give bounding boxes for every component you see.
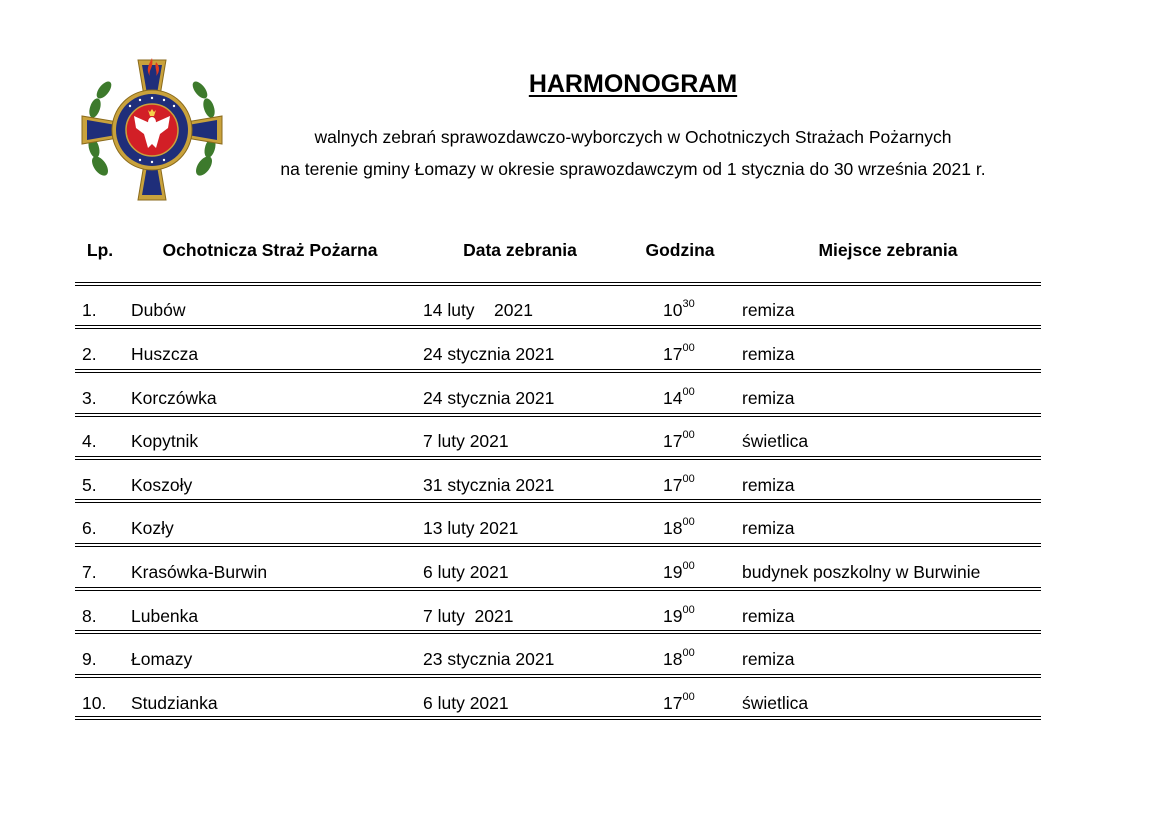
minute-value: 00	[682, 604, 695, 617]
hour-value: 17	[663, 344, 683, 364]
hour-value: 17	[663, 475, 683, 495]
row-hour	[663, 344, 695, 365]
hour-value: 10	[663, 300, 683, 320]
row-osp-name: Korczówka	[131, 388, 217, 408]
row-osp-name: Łomazy	[131, 649, 193, 669]
row-osp-name: Huszcza	[131, 344, 199, 364]
row-place: remiza	[742, 606, 795, 626]
row-hour	[663, 518, 695, 539]
row-hour	[663, 649, 695, 670]
table-row	[0, 649, 1154, 693]
row-place: remiza	[742, 518, 795, 538]
hour-value: 17	[663, 693, 683, 713]
column-header-hour: Godzina	[645, 240, 715, 260]
row-place: remiza	[742, 649, 795, 669]
row-divider	[75, 413, 1041, 417]
hour-value: 18	[663, 518, 683, 538]
row-lp: 1.	[82, 300, 97, 320]
row-hour	[663, 431, 695, 452]
row-divider	[75, 630, 1041, 634]
row-lp: 5.	[82, 475, 97, 495]
row-date: 13 luty 2021	[423, 518, 519, 538]
hour-value: 14	[663, 388, 683, 408]
column-header-lp: Lp.	[86, 240, 114, 260]
row-lp: 10.	[82, 693, 107, 713]
row-lp: 2.	[82, 344, 97, 364]
row-lp: 7.	[82, 562, 97, 582]
row-osp-name: Koszoły	[131, 475, 193, 495]
table-row	[0, 475, 1154, 519]
row-osp-name: Lubenka	[131, 606, 199, 626]
column-header-place: Miejsce zebrania	[818, 240, 958, 260]
row-lp: 9.	[82, 649, 97, 669]
table-row	[0, 562, 1154, 606]
row-hour	[663, 562, 695, 583]
row-divider	[75, 543, 1041, 547]
hour-value: 19	[663, 606, 683, 626]
row-place: budynek poszkolny w Burwinie	[742, 562, 981, 582]
row-divider	[75, 325, 1041, 329]
row-hour	[663, 693, 695, 714]
subtitle-line-2: na terenie gminy Łomazy w okresie sprawozdawczym od 1 stycznia do 30 września 2021 r.	[280, 159, 986, 179]
row-osp-name: Kopytnik	[131, 431, 199, 451]
table-header-divider	[75, 282, 1041, 286]
minute-value: 30	[682, 298, 695, 311]
hour-value: 18	[663, 649, 683, 669]
row-place: remiza	[742, 300, 795, 320]
row-date: 7 luty 2021	[423, 606, 514, 626]
row-date: 24 stycznia 2021	[423, 388, 555, 408]
row-osp-name: Krasówka-Burwin	[131, 562, 268, 582]
row-date: 31 stycznia 2021	[423, 475, 555, 495]
row-divider	[75, 456, 1041, 460]
table-row	[0, 518, 1154, 562]
row-date: 23 stycznia 2021	[423, 649, 555, 669]
subtitle-line-1: walnych zebrań sprawozdawczo-wyborczych w Ochotniczych Strażach Pożarnych	[314, 127, 952, 147]
row-divider	[75, 716, 1041, 720]
row-date: 24 stycznia 2021	[423, 344, 555, 364]
table-row	[0, 344, 1154, 388]
row-divider	[75, 499, 1041, 503]
row-place: remiza	[742, 344, 795, 364]
minute-value: 00	[682, 473, 695, 486]
minute-value: 00	[682, 647, 695, 660]
table-row	[0, 431, 1154, 475]
minute-value: 00	[682, 429, 695, 442]
row-divider	[75, 674, 1041, 678]
column-header-osp: Ochotnicza Straż Pożarna	[162, 240, 378, 260]
row-lp: 4.	[82, 431, 97, 451]
row-osp-name: Studzianka	[131, 693, 218, 713]
hour-value: 19	[663, 562, 683, 582]
row-date: 6 luty 2021	[423, 693, 509, 713]
row-hour	[663, 606, 695, 627]
row-lp: 6.	[82, 518, 97, 538]
table-row	[0, 300, 1154, 344]
row-lp: 3.	[82, 388, 97, 408]
table-row	[0, 388, 1154, 432]
page-title: HARMONOGRAM	[528, 70, 738, 98]
row-hour	[663, 388, 695, 409]
minute-value: 00	[682, 691, 695, 704]
minute-value: 00	[682, 560, 695, 573]
row-date: 14 luty 2021	[423, 300, 533, 320]
row-place: świetlica	[742, 693, 809, 713]
minute-value: 00	[682, 516, 695, 529]
table-row	[0, 693, 1154, 737]
row-date: 6 luty 2021	[423, 562, 509, 582]
row-date: 7 luty 2021	[423, 431, 509, 451]
row-hour	[663, 300, 695, 321]
row-divider	[75, 587, 1041, 591]
column-header-date: Data zebrania	[463, 240, 577, 260]
table-row	[0, 606, 1154, 650]
row-place: remiza	[742, 475, 795, 495]
row-lp: 8.	[82, 606, 97, 626]
row-place: świetlica	[742, 431, 809, 451]
hour-value: 17	[663, 431, 683, 451]
minute-value: 00	[682, 342, 695, 355]
row-osp-name: Kozły	[131, 518, 174, 538]
row-divider	[75, 369, 1041, 373]
minute-value: 00	[682, 386, 695, 399]
row-hour	[663, 475, 695, 496]
row-osp-name: Dubów	[131, 300, 186, 320]
row-place: remiza	[742, 388, 795, 408]
